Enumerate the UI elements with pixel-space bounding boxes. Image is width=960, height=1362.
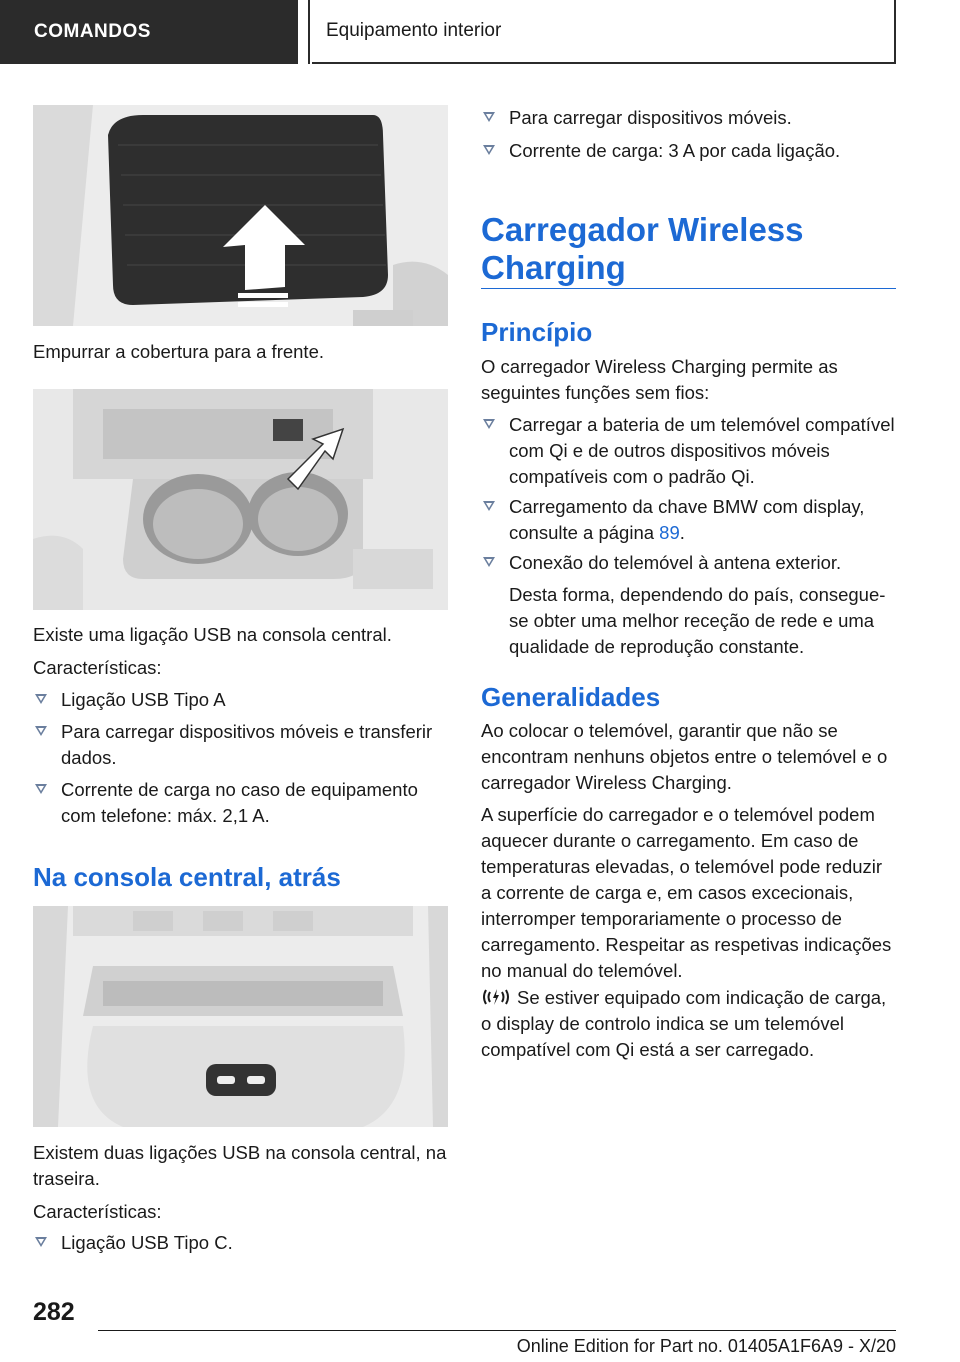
heading-rear-console: Na consola central, atrás [33, 862, 341, 892]
photo-cover-push [33, 105, 448, 326]
bullet-qi-charging: Carregar a bateria de um telemóvel compatível com Qi e de outros dispositivos móveis compatíveis com o padrão Qi. [481, 412, 896, 490]
general-p1: Ao colocar o telemóvel, garantir que não se encontram nenhuns objetos entre o telemóvel e o carregador Wireless Charging. [481, 720, 888, 793]
features-label-1: Características: [33, 657, 162, 678]
page-number: 282 [33, 1298, 75, 1326]
bullet-triangle-icon [35, 1237, 47, 1247]
bullet-triangle-icon [483, 557, 495, 567]
heading-rule [481, 288, 896, 289]
header-divider [308, 0, 310, 64]
caption-usb-center: Existe uma ligação USB na consola central. [33, 624, 392, 645]
antenna-detail: Desta forma, dependendo do país, consegue-se obter uma melhor receção de rede e uma qualidade de reprodução constante. [509, 584, 886, 657]
photo-usb-center [33, 389, 448, 610]
caption-cover: Empurrar a cobertura para a frente. [33, 341, 325, 362]
bullet-triangle-icon [483, 419, 495, 429]
bullet-charge-current: Corrente de carga no caso de equipamento com telefone: máx. 2,1 A. [33, 777, 448, 829]
principle-intro: O carregador Wireless Charging permite as seguintes funções sem fios: [481, 356, 838, 403]
general-p2: A superfície do carregador e o telemóvel podem aquecer durante o carregamento. Em caso de temperaturas elevadas, o telemóvel pode reduzir a corrente de carga e, em casos excecionais, interromper temporariamente o processo de carregamento. Respeitar as respetivas indicações no manual do telemóvel. [481, 804, 892, 981]
bullet-triangle-icon [483, 112, 495, 122]
section-tab [0, 0, 298, 64]
wireless-charging-icon [481, 987, 511, 1007]
bullet-charge-transfer: Para carregar dispositivos móveis e transferir dados. [33, 719, 448, 771]
bullet-charge-current-c: Corrente de carga: 3 A por cada ligação. [481, 138, 896, 164]
bullet-usb-type-a: Ligação USB Tipo A [33, 687, 448, 713]
bullet-antenna: Conexão do telemóvel à antena exterior. [481, 550, 896, 576]
chapter-title: Equipamento interior [326, 20, 502, 41]
bullet-triangle-icon [35, 694, 47, 704]
bullet-triangle-icon [483, 145, 495, 155]
edition-note: Online Edition for Part no. 01405A1F6A9 - X/20 [516, 1336, 896, 1356]
general-p3: Se estiver equipado com indicação de carga, o display de controlo indica se um telemóvel compatível com Qi está a ser carregado. [481, 987, 887, 1060]
heading-general: Generalidades [481, 682, 661, 712]
bullet-key-charging: Carregamento da chave BMW com display, consulte a página 89. [481, 494, 896, 546]
heading-principle: Princípio [481, 317, 593, 347]
page-ref-link[interactable]: 89 [659, 522, 680, 543]
caption-usb-rear: Existem duas ligações USB na consola central, na traseira. [33, 1142, 447, 1189]
general-p3-wrap [481, 985, 896, 1063]
chapter-tab [312, 0, 896, 64]
bullet-triangle-icon [483, 501, 495, 511]
bullet-triangle-icon [35, 784, 47, 794]
section-title: COMANDOS [34, 21, 151, 42]
photo-usb-rear [33, 906, 448, 1127]
features-label-2: Características: [33, 1201, 162, 1222]
bullet-charge-mobile: Para carregar dispositivos móveis. [481, 105, 896, 131]
bullet-triangle-icon [35, 726, 47, 736]
bullet-usb-type-c: Ligação USB Tipo C. [33, 1230, 448, 1256]
footer-rule [98, 1330, 896, 1331]
heading-wireless-charging: Carregador Wireless Charging [481, 211, 804, 286]
